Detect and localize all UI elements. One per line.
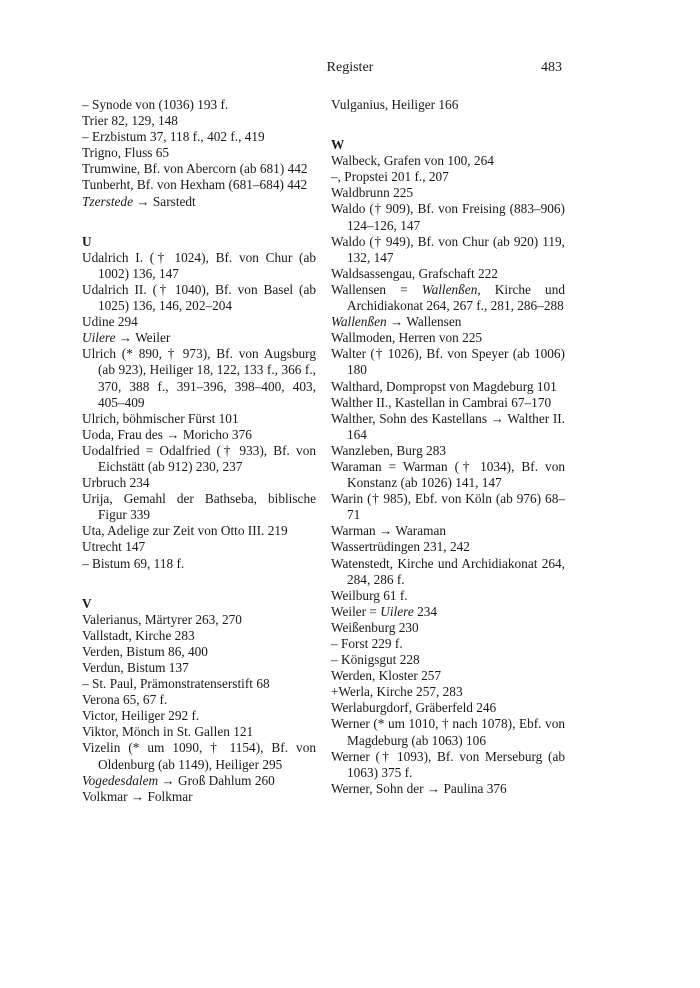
index-entry: Vogedesdalem → Groß Dahlum 260 bbox=[82, 772, 275, 788]
index-entry: Uoda, Frau des → Moricho 376 bbox=[82, 426, 252, 442]
index-entry: Urbruch 234 bbox=[82, 475, 150, 491]
index-entry: Watenstedt, Kirche und Archidiakonat 264, 284, 286 f. bbox=[331, 555, 565, 587]
index-entry: Trier 82, 129, 148 bbox=[82, 113, 178, 129]
section-letter-heading: U bbox=[82, 233, 92, 249]
index-entry: Valerianus, Märtyrer 263, 270 bbox=[82, 611, 242, 627]
index-entry: Waldo († 909), Bf. von Freising (883–906) 124–126, 147 bbox=[331, 201, 565, 233]
index-entry: Walthard, Dompropst von Magdeburg 101 bbox=[331, 378, 557, 394]
index-entry: Weiler = Uilere 234 bbox=[331, 603, 438, 619]
running-header-title: Register bbox=[326, 60, 374, 75]
index-entry: Waldbrunn 225 bbox=[331, 185, 414, 201]
index-entry: Waldo († 949), Bf. von Chur (ab 920) 119, 132, 147 bbox=[331, 233, 565, 265]
index-entry: Vulganius, Heiliger 166 bbox=[331, 97, 459, 112]
index-entry: Victor, Heiliger 292 f. bbox=[82, 708, 200, 724]
index-entry: –, Propstei 201 f., 207 bbox=[331, 169, 449, 185]
index-entry: Udalrich I. († 1024), Bf. von Chur (ab 1002) 136, 147 bbox=[82, 249, 316, 281]
index-entry: Wanzleben, Burg 283 bbox=[331, 442, 447, 458]
index-entry: Udine 294 bbox=[82, 314, 138, 330]
index-entry: Ulrich, böhmischer Fürst 101 bbox=[82, 410, 239, 426]
index-entry: Warin († 985), Ebf. von Köln (ab 976) 68–71 bbox=[331, 491, 565, 523]
index-entry: Wallenßen → Wallensen bbox=[331, 314, 462, 330]
section-gap bbox=[82, 572, 316, 596]
index-entry: Vallstadt, Kirche 283 bbox=[82, 627, 195, 643]
index-entry: Udalrich II. († 1040), Bf. von Basel (ab 1025) 136, 146, 202–204 bbox=[82, 281, 316, 314]
index-entry: Uilere → Weiler bbox=[82, 330, 171, 346]
index-entry: Waraman = Warman († 1034), Bf. von Konstanz (ab 1026) 141, 147 bbox=[331, 458, 565, 491]
index-entry: Walter († 1026), Bf. von Speyer (ab 1006) 180 bbox=[331, 346, 565, 378]
index-entry: – Königsgut 228 bbox=[331, 652, 420, 668]
index-entry: Volkmar → Folkmar bbox=[82, 788, 193, 804]
index-entry: Trigno, Fluss 65 bbox=[82, 145, 170, 161]
index-entry: Wallensen = Wallenßen, Kirche und Archidiakonat 264, 267 f., 281, 286–288 bbox=[331, 281, 565, 314]
index-entry: Weißenburg 230 bbox=[331, 619, 419, 635]
index-entry: +Werla, Kirche 257, 283 bbox=[331, 684, 463, 700]
section-gap bbox=[331, 113, 565, 137]
index-entry: Werner († 1093), Bf. von Merseburg (ab 1063) 375 f. bbox=[331, 748, 565, 780]
index-entry: Wallmoden, Herren von 225 bbox=[331, 330, 483, 346]
index-column-right bbox=[331, 97, 565, 797]
index-entry: Werden, Kloster 257 bbox=[331, 668, 442, 684]
index-entry: Uta, Adelige zur Zeit von Otto III. 219 bbox=[82, 523, 288, 539]
index-entry: – St. Paul, Prämonstratenserstift 68 bbox=[82, 676, 270, 692]
index-entry: Verden, Bistum 86, 400 bbox=[82, 643, 208, 659]
index-entry: Verdun, Bistum 137 bbox=[82, 660, 189, 675]
index-entry: Utrecht 147 bbox=[82, 539, 146, 555]
index-entry: Walther II., Kastellan in Cambrai 67–170 bbox=[331, 394, 552, 410]
index-entry: Wassertrüdingen 231, 242 bbox=[331, 539, 470, 555]
index-entry: Uodalfried = Odalfried († 933), Bf. von Eichstätt (ab 912) 230, 237 bbox=[82, 442, 316, 474]
index-entry: Werlaburgdorf, Gräberfeld 246 bbox=[331, 700, 497, 716]
index-entry: Warman → Waraman bbox=[331, 523, 447, 539]
index-entry: Ulrich (* 890, † 973), Bf. von Augsburg (ab 923), Heiliger 18, 122, 133 f., 366 f., 370, 388 f., 391–396, 398–400, 403, 405–409 bbox=[82, 346, 316, 410]
page-number: 483 bbox=[541, 60, 562, 75]
index-entry: – Forst 229 f. bbox=[331, 636, 403, 651]
index-entry: Tunberht, Bf. von Hexham (681–684) 442 bbox=[82, 177, 308, 193]
index-entry: Trumwine, Bf. von Abercorn (ab 681) 442 bbox=[82, 161, 308, 177]
section-letter-heading: W bbox=[331, 137, 345, 153]
index-entry: Urija, Gemahl der Bathseba, biblische Figur 339 bbox=[82, 491, 316, 523]
index-entry: Walther, Sohn des Kastellans → Walther II. 164 bbox=[331, 410, 565, 442]
index-entry: Werner, Sohn der → Paulina 376 bbox=[331, 780, 507, 796]
index-entry: Verona 65, 67 f. bbox=[82, 692, 168, 708]
index-entry: – Bistum 69, 118 f. bbox=[82, 555, 185, 571]
index-entry: Weilburg 61 f. bbox=[331, 587, 408, 603]
index-entry: Tzerstede → Sarstedt bbox=[82, 193, 196, 209]
index-entry: Vizelin (* um 1090, † 1154), Bf. von Oldenburg (ab 1149), Heiliger 295 bbox=[82, 740, 316, 772]
index-entry: Walbeck, Grafen von 100, 264 bbox=[331, 153, 494, 169]
section-letter-heading: V bbox=[82, 595, 92, 611]
index-entry: Werner (* um 1010, † nach 1078), Ebf. von Magdeburg (ab 1063) 106 bbox=[331, 716, 565, 748]
index-entry: – Synode von (1036) 193 f. bbox=[82, 97, 229, 112]
index-column-left bbox=[82, 97, 316, 805]
index-entry: – Erzbistum 37, 118 f., 402 f., 419 bbox=[82, 129, 265, 145]
index-entry: Waldsassengau, Grafschaft 222 bbox=[331, 265, 498, 281]
index-entry: Viktor, Mönch in St. Gallen 121 bbox=[82, 724, 254, 740]
section-gap bbox=[82, 210, 316, 234]
